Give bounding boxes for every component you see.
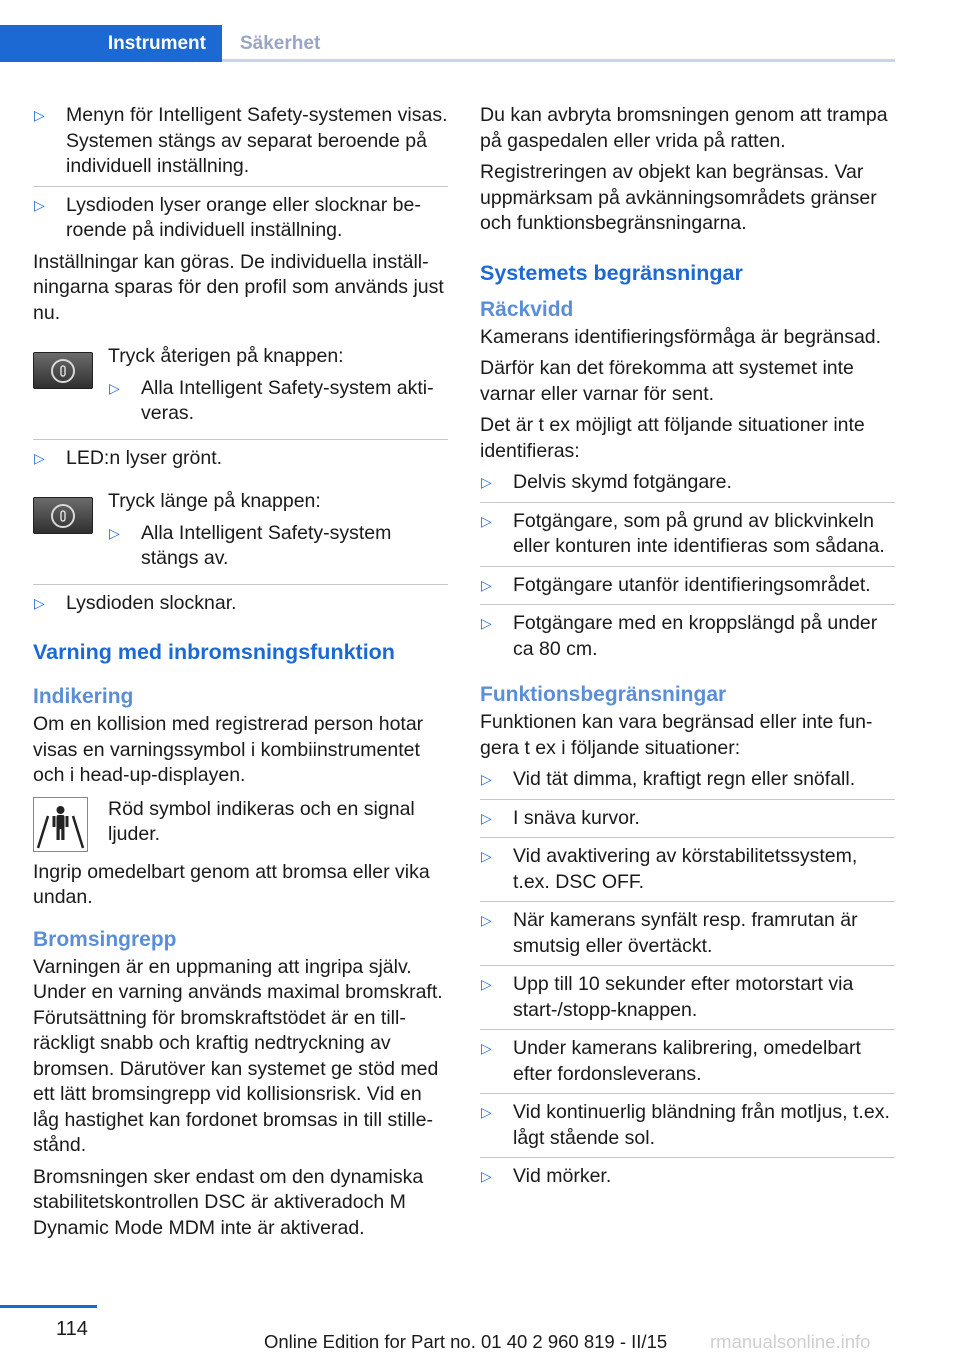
triangle-bullet-icon: ▷ [34, 594, 45, 611]
list-item: ▷ Lysdioden lyser orange eller slocknar beroende på individuell inställning. [34, 193, 421, 241]
subsection-heading: Bromsingrepp [33, 927, 177, 951]
paragraph: Funktionen kan vara begränsad eller inte fungera t ex i följande situationer: [480, 711, 873, 759]
safety-button-icon [33, 352, 93, 389]
triangle-bullet-icon: ▷ [34, 449, 45, 466]
triangle-bullet-icon: ▷ [481, 976, 492, 992]
divider [480, 604, 895, 605]
header-tabs [0, 0, 960, 62]
triangle-bullet-icon: ▷ [109, 524, 120, 541]
divider [480, 901, 895, 902]
triangle-bullet-icon: ▷ [481, 771, 492, 787]
pedestrian-warning-icon [33, 797, 88, 852]
paragraph: Kamerans identifieringsförmåga är begränsad. [480, 325, 882, 348]
triangle-bullet-icon: ▷ [481, 848, 492, 864]
paragraph: Om en kollision med registrerad person hotar visas en varningssymbol i kombiinstrumentet och i head-up-displayen. [33, 713, 424, 786]
list-item: ▷ Lysdioden slocknar. [33, 591, 448, 617]
list-item: ▷ I snäva kurvor. [480, 806, 895, 832]
tab-sakerhet[interactable]: Säkerhet [240, 32, 321, 54]
divider [480, 1157, 895, 1158]
symbol-instruction: Röd symbol indikeras och en signal ljuder. [33, 797, 448, 854]
page-number: 114 [56, 1318, 88, 1340]
triangle-bullet-icon: ▷ [481, 512, 492, 529]
tab-instrument[interactable]: Instrument [0, 25, 222, 62]
list-item: ▷ Alla Intelligent Safety-system aktiveras. [109, 376, 434, 424]
range-list [480, 470, 895, 662]
subsection-heading: Indikering [33, 685, 134, 708]
paragraph: Inställningar kan göras. De individuella inställningarna sparas för den profil som används just nu. [33, 250, 444, 324]
list-item: ▷ LED:n lyser grönt. [33, 446, 448, 472]
watermark: rmanualsonline.info [710, 1331, 871, 1352]
list-item: ▷ När kamerans synfält resp. framrutan är smutsig eller övertäckt. [481, 909, 858, 957]
list-item: ▷ Fotgängare med en kroppslängd på under ca 80 cm. [481, 612, 878, 660]
triangle-bullet-icon: ▷ [109, 379, 120, 396]
triangle-bullet-icon: ▷ [481, 1104, 492, 1120]
subsection-heading: Funktionsbegränsningar [480, 683, 727, 706]
paragraph: Du kan avbryta bromsningen genom att trampa på gaspedalen eller vrida på ratten. [480, 104, 888, 152]
footer-rule [0, 1305, 97, 1308]
triangle-bullet-icon: ▷ [34, 196, 45, 213]
divider [480, 566, 895, 567]
divider [33, 439, 448, 440]
list-item: ▷ Fotgängare, som på grund av blickvinkeln eller konturen inte identifieras som sådana. [481, 509, 885, 557]
subsection-heading: Räckvidd [480, 297, 574, 321]
edition-text: Online Edition for Part no. 01 40 2 960 819 - II/15 [264, 1331, 668, 1352]
triangle-bullet-icon: ▷ [481, 615, 492, 631]
divider [480, 1029, 895, 1030]
paragraph: Bromsningen sker endast om den dynamiska stabilitetskontrollen DSC är aktiveradoch M Dynamic Mode MDM inte är aktiverad. [33, 1165, 424, 1239]
triangle-bullet-icon: ▷ [481, 809, 492, 826]
header-rule [222, 59, 895, 62]
divider [33, 584, 448, 585]
list-item: ▷ Upp till 10 sekunder efter motorstart via start-/stopp-knappen. [481, 973, 854, 1021]
triangle-bullet-icon: ▷ [481, 576, 492, 593]
safety-button-icon [33, 497, 93, 534]
right-column [480, 103, 895, 1196]
section-heading: Systemets begränsningar [480, 260, 743, 285]
button-instruction: Tryck länge på knappen: ▷ Alla Intelligent Safety-system stängs av. [33, 489, 448, 578]
section-heading: Varning med inbromsningsfunktion [33, 640, 395, 664]
paragraph: Registreringen av objekt kan begränsas. Var uppmärksam på avkänningsområdets gränser och funktionsbegränsningarna. [480, 161, 877, 234]
list-item: ▷ Delvis skymd fotgängare. [480, 470, 895, 496]
list-item: ▷ Vid tät dimma, kraftigt regn eller snöfall. [480, 767, 895, 793]
paragraph: Ingrip omedelbart genom att bromsa eller vika undan. [33, 860, 430, 908]
list-item: ▷ Under kamerans kalibrering, omedelbart efter fordonsleverans. [481, 1037, 861, 1085]
button-instruction: Tryck återigen på knappen: ▷ Alla Intelligent Safety-system aktiveras. [33, 344, 448, 433]
divider [480, 799, 895, 800]
list-item: ▷ Alla Intelligent Safety-system stängs av. [109, 521, 392, 569]
left-column [33, 103, 448, 1247]
triangle-bullet-icon: ▷ [481, 474, 492, 490]
list-item: ▷ Vid kontinuerlig bländning från motljus, t.ex. lågt stående sol. [481, 1101, 890, 1149]
divider [480, 1093, 895, 1094]
paragraph: Det är t ex möjligt att följande situationer inte identifieras: [480, 414, 865, 462]
paragraph: Därför kan det förekomma att systemet inte varnar eller varnar för sent. [480, 357, 854, 405]
divider [480, 837, 895, 838]
triangle-bullet-icon: ▷ [481, 1040, 492, 1056]
list-item: ▷ Vid avaktivering av körstabilitetssystem, t.ex. DSC OFF. [481, 845, 858, 893]
triangle-bullet-icon: ▷ [481, 1168, 492, 1184]
list-item: ▷ Fotgängare utanför identifieringsområdet. [480, 573, 895, 599]
triangle-bullet-icon: ▷ [481, 912, 492, 928]
list-item: ▷ Vid mörker. [480, 1164, 895, 1190]
divider [480, 965, 895, 966]
triangle-bullet-icon: ▷ [34, 107, 45, 123]
function-limits-list [480, 767, 895, 1190]
divider [480, 502, 895, 503]
divider [33, 186, 448, 187]
list-item: ▷ Menyn för Intelligent Safety-systemen visas. Systemen stängs av separat beroende på individuell inställning. [34, 104, 448, 177]
paragraph: Varningen är en uppmaning att ingripa själv. Under en varning används maximal bromskraft. Förutsättning för bromskraftstödet är en tillräckligt snabb och kraftig nedtryckning av bromsen. Därutöver kan systemet ge stöd med ett lätt bromsingrepp vid kollisionsrisk. Vid en låg hastighet kan fordonet bromsas in till stillestånd. [33, 955, 443, 1156]
